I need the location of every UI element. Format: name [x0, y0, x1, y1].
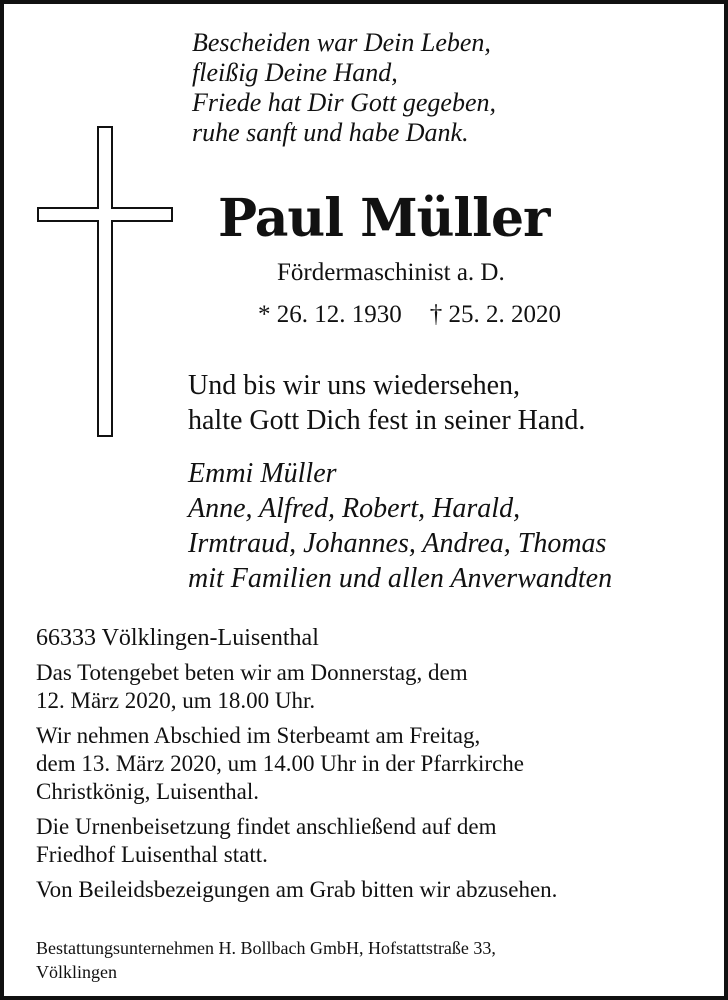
poem: [192, 28, 496, 148]
verse-line: halte Gott Dich fest in seiner Hand.: [188, 405, 586, 436]
paragraph-line: Die Urnenbeisetzung findet anschließend auf dem: [36, 814, 497, 839]
paragraph-line: Christkönig, Luisenthal.: [36, 779, 259, 804]
mourner-line: Irmtraud, Johannes, Andrea, Thomas: [188, 528, 607, 559]
paragraph-line: dem 13. März 2020, um 14.00 Uhr in der Pfarrkirche: [36, 751, 524, 776]
burial-paragraph: [36, 813, 696, 869]
service-paragraph: [36, 722, 696, 806]
deceased-occupation: Fördermaschinist a. D.: [277, 259, 505, 286]
poem-line: fleißig Deine Hand,: [192, 58, 398, 87]
deceased-name: Paul Müller: [218, 188, 550, 249]
paragraph-line: Von Beileidsbezeigungen am Grab bitten wir abzusehen.: [36, 877, 558, 902]
poem-line: ruhe sanft und habe Dank.: [192, 118, 469, 147]
paragraph-line: Friedhof Luisenthal statt.: [36, 842, 268, 867]
poem-line: Bescheiden war Dein Leben,: [192, 28, 491, 57]
death-date: † 25. 2. 2020: [429, 301, 561, 328]
paragraph-line: Das Totengebet beten wir am Donnerstag, dem: [36, 660, 468, 685]
mourner-line: mit Familien und allen Anverwandten: [188, 563, 613, 594]
location: 66333 Völklingen-Luisenthal: [36, 625, 319, 651]
paragraph-line: 12. März 2020, um 18.00 Uhr.: [36, 688, 316, 713]
prayer-paragraph: [36, 659, 696, 715]
verse-line: Und bis wir uns wiedersehen,: [188, 370, 521, 401]
verse: [188, 368, 585, 438]
birth-date: * 26. 12. 1930: [258, 301, 402, 328]
condolence-paragraph: [36, 876, 696, 904]
funeral-home-line: Bestattungsunternehmen H. Bollbach GmbH, Hofstattstraße 33,: [36, 938, 496, 958]
cross-icon: [37, 126, 173, 438]
poem-line: Friede hat Dir Gott gegeben,: [192, 88, 496, 117]
funeral-details: [36, 624, 696, 911]
funeral-home: [36, 936, 496, 984]
funeral-home-line: Völklingen: [36, 962, 117, 982]
mourners: [188, 456, 612, 596]
paragraph-line: Wir nehmen Abschied im Sterbeamt am Freitag,: [36, 723, 481, 748]
mourner-line: Emmi Müller: [188, 458, 337, 489]
life-dates: [258, 300, 561, 330]
mourner-line: Anne, Alfred, Robert, Harald,: [188, 493, 521, 524]
